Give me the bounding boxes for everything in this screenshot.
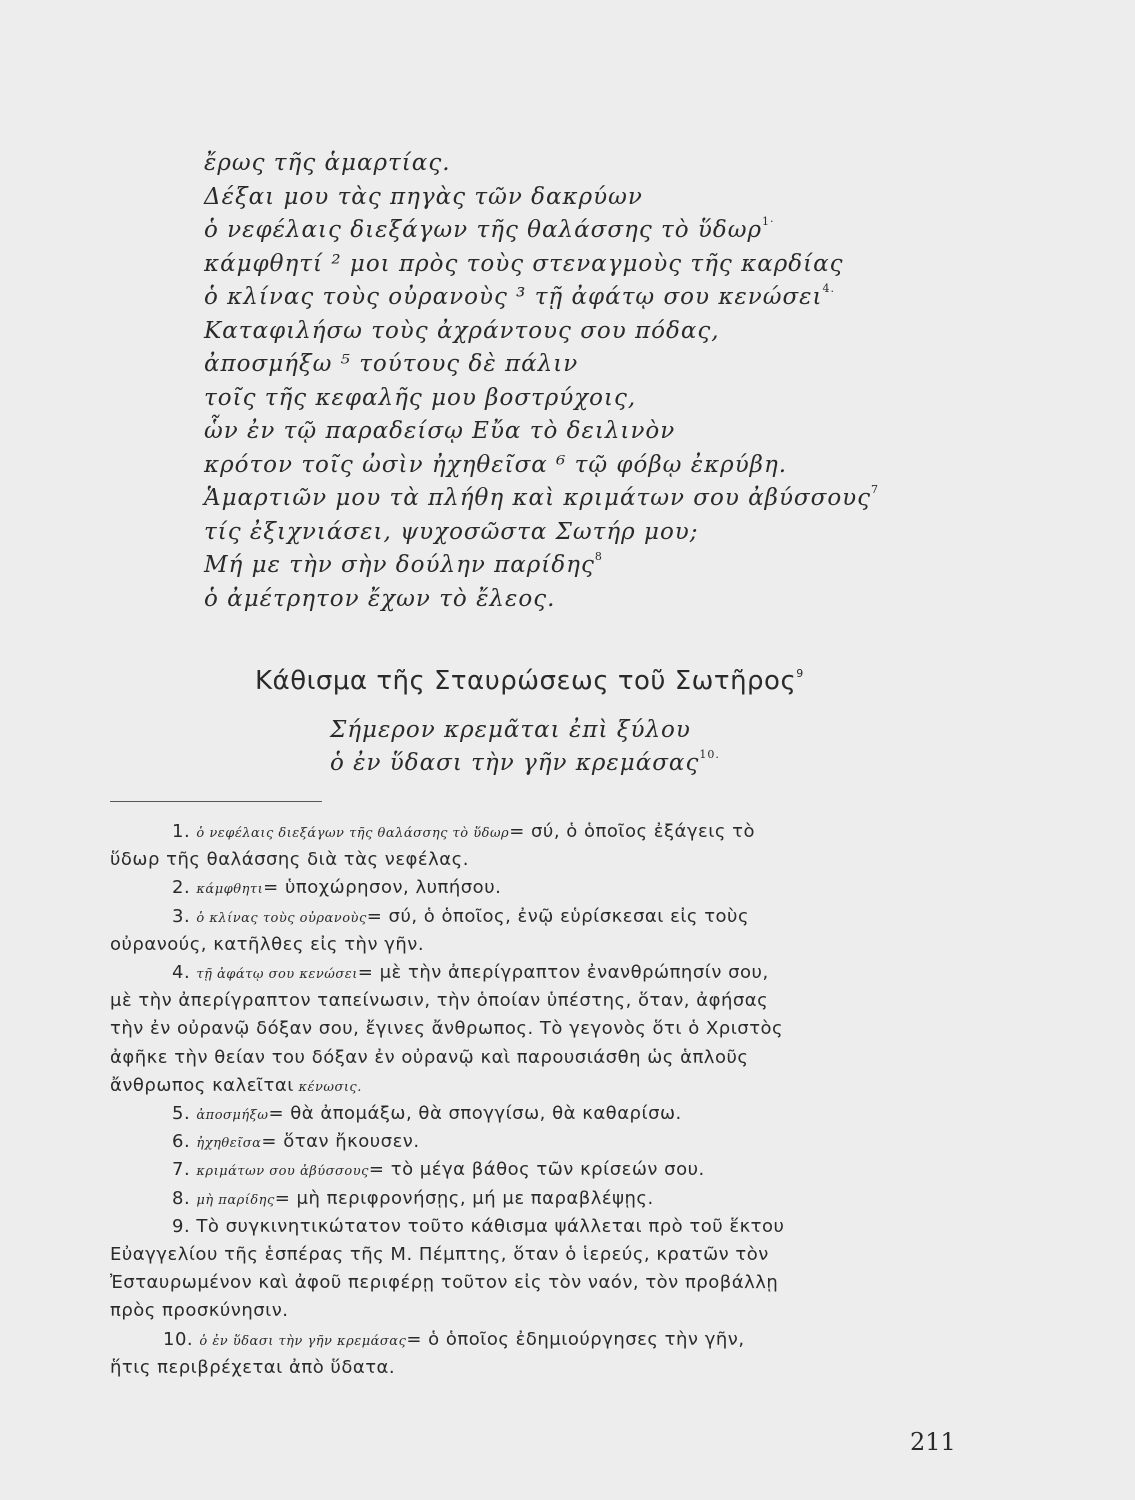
footnote-text: ἄνθρωπος καλεῖται — [110, 1074, 294, 1096]
verse-line — [204, 317, 720, 344]
footnote-term: ὁ κλίνας τοὺς οὐρανοὺς — [196, 910, 367, 926]
section-heading — [255, 666, 804, 696]
footnote-term: κάμφθητι — [196, 882, 264, 898]
verse-line — [204, 550, 603, 578]
footnote-text: = μὲ τὴν ἀπερίγραπτον ἐνανθρώπησίν σου, — [357, 962, 769, 983]
footnote-term: τῇ ἀφάτῳ σου κενώσει — [196, 967, 358, 982]
footnote-line — [110, 992, 768, 1010]
footnote-term: ὁ νεφέλαις διεξάγων τῆς θαλάσσης τὸ ὕδωρ — [196, 826, 510, 841]
footnote-mark: 7 — [871, 483, 880, 496]
verse-text: τοῖς τῆς κεφαλῆς μου βοστρύχοις, — [204, 384, 637, 411]
footnote-line — [110, 1074, 362, 1096]
verse-line — [204, 585, 556, 612]
verse-text: ὁ ἀμέτρητον ἔχων τὸ ἔλεος. — [204, 585, 556, 612]
verse-line — [204, 384, 637, 411]
verse-text: ἀποσμήξω ⁵ τούτους δὲ πάλιν — [204, 351, 579, 377]
footnote-number: 7. — [172, 1159, 197, 1181]
footnote-mark: 8 — [594, 550, 603, 563]
footnote-line — [110, 851, 469, 869]
page-number: 211 — [910, 1428, 956, 1456]
footnote-term: ἠχηθεῖσα — [196, 1136, 262, 1152]
footnote-line — [172, 1187, 654, 1209]
footnote-line — [110, 1356, 396, 1378]
verse-line — [330, 719, 691, 742]
footnote-text: μὲ τὴν ἀπερίγραπτον ταπείνωσιν, τὴν ὁποίαν ὑπέστης, ὅταν, ἀφήσας — [110, 990, 769, 1012]
verse-line — [204, 420, 675, 443]
footnote-line — [110, 1274, 778, 1292]
footnote-mark: 10. — [699, 748, 720, 761]
footnote-number: 8. — [172, 1187, 197, 1209]
footnote-line — [172, 1161, 705, 1179]
footnote-text: Τὸ συγκινητικώτατον τοῦτο κάθισμα ψάλλεται πρὸ τοῦ ἕκτου — [196, 1215, 785, 1237]
footnote-mark: 4. — [822, 282, 836, 295]
verse-text: ὧν ἐν τῷ παραδείσῳ Εὔα τὸ δειλινὸν — [204, 418, 676, 444]
footnote-number: 2. — [172, 877, 197, 899]
verse-text: Δέξαι μου τὰς πηγὰς τῶν δακρύων — [204, 183, 643, 210]
footnote-line — [110, 1246, 769, 1264]
verse-line — [204, 183, 643, 210]
footnote-line — [172, 905, 750, 927]
footnote-term: κριμάτων σου ἀβύσσους — [196, 1164, 369, 1180]
footnote-text: = θὰ ἀπομάξω, θὰ σπογγίσω, θὰ καθαρίσω. — [268, 1103, 682, 1124]
footnote-term: ἀποσμήξω — [196, 1108, 269, 1123]
heading-text: Κάθισμα τῆς Σταυρώσεως τοῦ Σωτῆρος — [255, 666, 797, 696]
verse-line — [330, 748, 720, 776]
verse-text: ἔρως τῆς ἁμαρτίας. — [204, 150, 451, 176]
heading-footnote-mark: 9 — [796, 667, 804, 680]
footnote-text: ὕδωρ τῆς θαλάσσης διὰ τὰς νεφέλας. — [110, 849, 469, 871]
footnote-number: 9. — [172, 1215, 197, 1237]
footnote-text: = ὑποχώρησον, λυπήσου. — [263, 877, 502, 899]
footnote-text: = ὅταν ἤκουσεν. — [261, 1131, 420, 1153]
verse-line — [204, 215, 775, 243]
footnote-line — [172, 1105, 682, 1123]
footnote-text: Ἐσταυρωμένον καὶ ἀφοῦ περιφέρῃ τοῦτον εἰς τὸν ναόν, τὸν προβάλλῃ — [110, 1272, 779, 1294]
footnote-line — [163, 1328, 745, 1350]
footnote-text: = μὴ περιφρονήσῃς, μή με παραβλέψῃς. — [274, 1187, 654, 1209]
footnote-line — [110, 1020, 783, 1038]
footnote-line — [110, 1302, 289, 1320]
footnote-number: 6. — [172, 1131, 197, 1153]
footnote-text: = σύ, ὁ ὁποῖος ἐξάγεις τὸ — [509, 821, 755, 842]
footnote-text: = ὁ ὁποῖος ἐδημιούργησες τὴν γῆν, — [406, 1328, 745, 1350]
footnote-text: πρὸς προσκύνησιν. — [110, 1300, 289, 1322]
footnote-term: ὁ ἐν ὕδασι τὴν γῆν κρεμάσας — [199, 1333, 407, 1349]
footnote-text: τὴν ἐν οὐρανῷ δόξαν σου, ἔγινες ἄνθρωπος. Τὸ γεγονὸς ὅτι ὁ Χριστὸς — [110, 1018, 784, 1040]
footnote-line — [172, 879, 501, 897]
verse-text: τίς ἐξιχνιάσει, ψυχοσῶστα Σωτήρ μου; — [204, 518, 699, 545]
verse-line — [204, 152, 451, 175]
verse-text: Σήμερον κρεμᾶται ἐπὶ ξύλου — [330, 717, 691, 743]
verse-line — [204, 518, 699, 545]
verse-text: ὁ κλίνας τοὺς οὐρανοὺς ³ τῇ ἀφάτῳ σου κενώσει — [204, 284, 823, 310]
footnote-number: 5. — [172, 1103, 197, 1124]
footnote-line — [110, 933, 425, 955]
verse-line — [204, 282, 836, 310]
verse-text: κάμφθητί ² μοι πρὸς τοὺς στεναγμοὺς τῆς καρδίας — [204, 250, 844, 277]
footnote-text: ἀφῆκε τὴν θείαν του δόξαν ἐν οὐρανῷ καὶ παρουσιάσθη ὡς ἁπλοῦς — [110, 1046, 749, 1068]
footnote-number: 10. — [163, 1328, 200, 1350]
verse-text: Ἁμαρτιῶν μου τὰ πλήθη καὶ κριμάτων σου ἀβύσσους — [204, 485, 872, 511]
verse-text: Καταφιλήσω τοὺς ἀχράντους σου πόδας, — [204, 317, 720, 344]
verse-line — [204, 451, 788, 478]
footnote-term: κένωσις. — [293, 1079, 362, 1095]
footnote-text: = σύ, ὁ ὁποῖος, ἐνῷ εὑρίσκεσαι εἰς τοὺς — [366, 905, 750, 927]
verse-line — [204, 250, 844, 277]
verse-text: Μή με τὴν σὴν δούλην παρίδης — [204, 552, 595, 578]
footnote-number: 3. — [172, 905, 197, 927]
footnote-line — [172, 1133, 420, 1151]
footnote-divider — [110, 801, 322, 802]
footnote-line — [172, 964, 769, 982]
footnote-text: = τὸ μέγα βάθος τῶν κρίσεών σου. — [368, 1159, 705, 1181]
footnote-mark: 1· — [762, 215, 775, 228]
footnote-line — [172, 823, 755, 841]
footnote-line — [172, 1215, 785, 1237]
footnote-text: οὐρανούς, κατῆλθες εἰς τὴν γῆν. — [110, 933, 425, 955]
footnote-text: ἥτις περιβρέχεται ἀπὸ ὕδατα. — [110, 1356, 396, 1378]
verse-text: ὁ ἐν ὕδασι τὴν γῆν κρεμάσας — [330, 750, 700, 776]
verse-text: κρότον τοῖς ὠσὶν ἠχηθεῖσα ⁶ τῷ φόβῳ ἐκρύβη. — [204, 451, 788, 478]
footnote-text: Εὐαγγελίου τῆς ἑσπέρας τῆς Μ. Πέμπτης, ὅταν ὁ ἱερεύς, κρατῶν τὸν — [110, 1244, 769, 1265]
footnote-term: μὴ παρίδης — [196, 1192, 275, 1208]
verse-text: ὁ νεφέλαις διεξάγων τῆς θαλάσσης τὸ ὕδωρ — [204, 217, 762, 243]
verse-line — [204, 483, 880, 511]
footnote-number: 1. — [172, 821, 197, 842]
footnote-number: 4. — [172, 962, 197, 983]
footnote-line — [110, 1046, 749, 1068]
verse-line — [204, 353, 578, 376]
